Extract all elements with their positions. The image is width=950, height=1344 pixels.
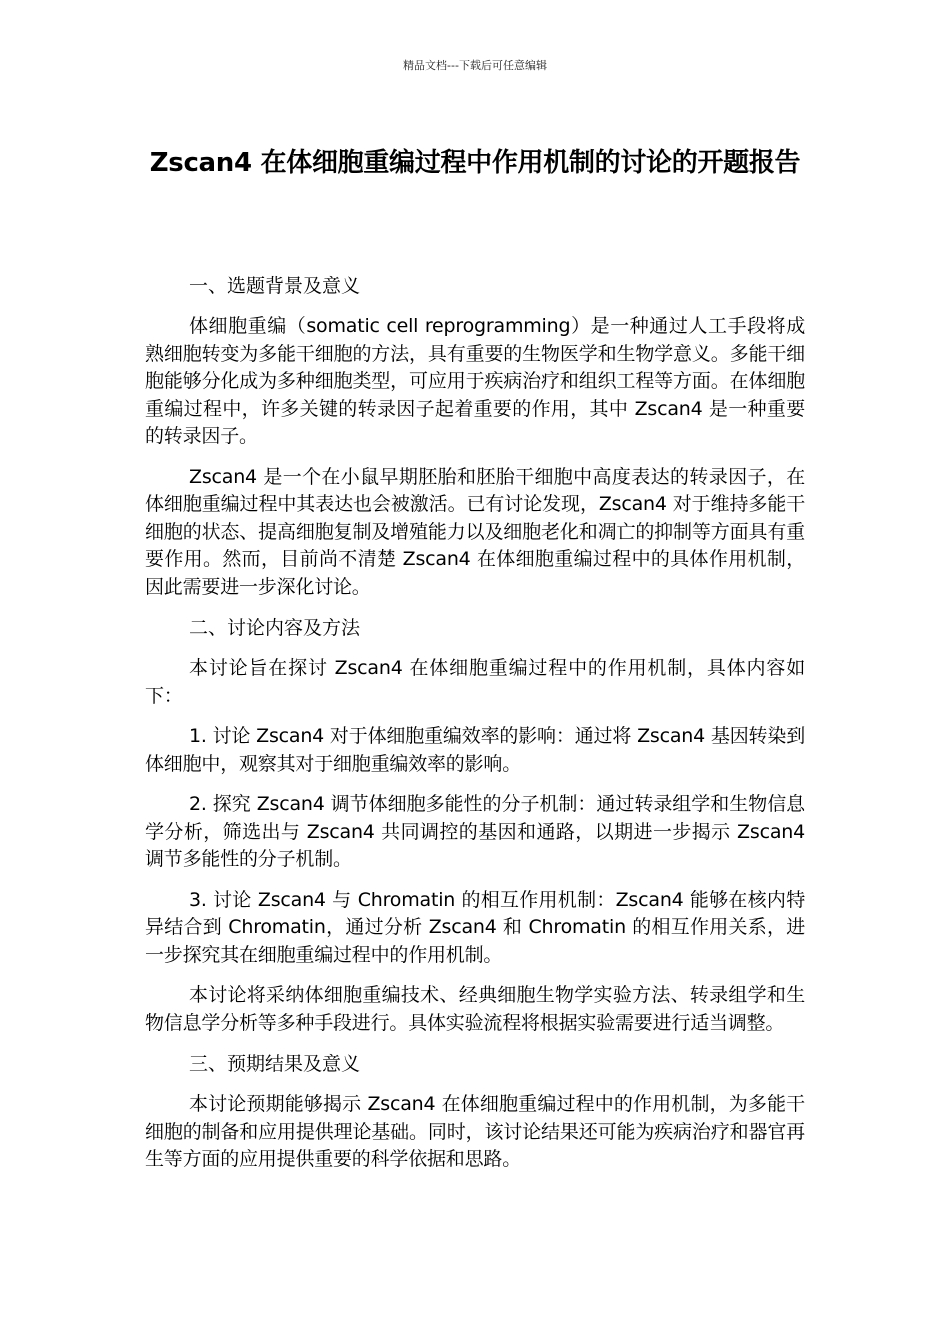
section-heading: 二、讨论内容及方法 [189,617,361,639]
list-item: 2. 探究 Zscan4 调节体细胞多能性的分子机制：通过转录组学和生物信息学分析，筛选出与 Zscan4 共同调控的基因和通路，以期进一步揭示 Zscan4 调节多能性的分子机制。 [145,793,805,870]
document-body [145,272,805,1187]
section-heading: 三、预期结果及意义 [189,1053,361,1075]
paragraph: 本讨论预期能够揭示 Zscan4 在体细胞重编过程中的作用机制，为多能干细胞的制备和应用提供理论基础。同时，该讨论结果还可能为疾病治疗和器官再生等方面的应用提供重要的科学依据和思路。 [145,1093,805,1170]
document-title: Zscan4 在体细胞重编过程中作用机制的讨论的开题报告 [149,148,801,178]
section-background [145,272,805,601]
paragraph: 本讨论将采纳体细胞重编技术、经典细胞生物学实验方法、转录组学和生物信息学分析等多种手段进行。具体实验流程将根据实验需要进行适当调整。 [145,984,805,1034]
header-note: 精品文档---下载后可任意编辑 [403,59,547,72]
paragraph: 本讨论旨在探讨 Zscan4 在体细胞重编过程中的作用机制，具体内容如下： [145,657,805,707]
section-content-methods [145,614,805,1037]
paragraph: 体细胞重编（somatic cell reprogramming）是一种通过人工手段将成熟细胞转变为多能干细胞的方法，具有重要的生物医学和生物学意义。多能干细胞能够分化成为多种细胞类型，可应用于疾病治疗和组织工程等方面。在体细胞重编过程中，许多关键的转录因子起着重要的作用，其中 Zscan4 是一种重要的转录因子。 [145,315,805,447]
list-item: 3. 讨论 Zscan4 与 Chromatin 的相互作用机制：Zscan4 能够在核内特异结合到 Chromatin，通过分析 Zscan4 和 Chromatin 的相互作用关系，进一步探究其在细胞重编过程中的作用机制。 [145,888,805,966]
paragraph: Zscan4 是一个在小鼠早期胚胎和胚胎干细胞中高度表达的转录因子，在体细胞重编过程中其表达也会被激活。已有讨论发现，Zscan4 对于维持多能干细胞的状态、提高细胞复制及增殖能力以及细胞老化和凋亡的抑制等方面具有重要作用。然而，目前尚不清楚 Zscan4 在体细胞重编过程中的具体作用机制，因此需要进一步深化讨论。 [145,465,805,598]
list-item: 1. 讨论 Zscan4 对于体细胞重编效率的影响：通过将 Zscan4 基因转染到体细胞中，观察其对于细胞重编效率的影响。 [145,725,805,775]
section-expected-results [145,1050,805,1174]
section-heading: 一、选题背景及意义 [189,275,361,297]
